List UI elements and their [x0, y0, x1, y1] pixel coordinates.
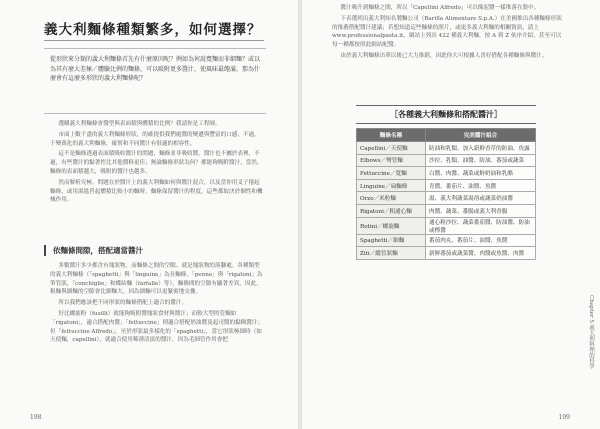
pasta-name: Elbows／彎管麵 — [357, 154, 426, 167]
sauce-pairing: 湯、義大利蔬菜湯溶或蔬菜奶油醬 — [426, 192, 536, 205]
paragraph: 由於義大利麵條出華以後已大力推銷，因此你大可根據人喜好搭配各種麵條與醬汁。 — [340, 52, 548, 59]
paragraph: 好比螺旋粉（fusilli）就能夠吸附醬塊狀食材與醬汁；而較大型的管麵如「rigatoni」，適合搭配肉醬；「fettuccine」則適合搭配奶油醬及起司醬的黏稠醬汁；但「fettuccine Alfredo」，至於形狀最多樣化的「spaghetti」，當它形狀極細時（如天使麵，capellini），就適合使用稀薄清淡的醬汁，因為毛細管作用會把 — [50, 310, 264, 344]
pairing-table — [356, 128, 536, 260]
sauce-pairing: 防油和乳類、加入新鮮香草的防油、魚露 — [426, 142, 536, 155]
paragraph: 選購義大利麵條會醬型與表面積與體積的比例？我請你是工程師。 — [58, 121, 221, 127]
table-row — [357, 204, 536, 217]
sauce-pairing: 番茄肉丸、番茄片、油醬、魚醬 — [426, 234, 536, 247]
pasta-name: Fettuccine／寬麵 — [357, 167, 426, 180]
table-row — [357, 192, 536, 205]
sauce-pairing: 沙拉、乳類、油醬、防油、番茄或蔬菜 — [426, 154, 536, 167]
pasta-name: Orzo／米粒麵 — [357, 192, 426, 205]
body-text-bottom — [50, 262, 265, 347]
body-text-right — [332, 4, 564, 63]
sauce-pairing: 青醬、番茄片、油醬、魚醬 — [426, 179, 536, 192]
chapter-side-tab: Chapter 5 義大利料理的科學 — [588, 295, 594, 369]
pasta-name: Spaghetti／細麵 — [357, 234, 426, 247]
table-row — [357, 142, 536, 155]
page-title: 義大利麵條種類繁多，如何選擇？ — [44, 22, 262, 38]
paragraph: 市面上數千盡的義大利麵條形狀，的確提供我們處醬的變遷與豐富的口感，不過，千變萬化的義大利麵條，確實和不同醬汁有很適的相容性。 — [50, 131, 260, 147]
paragraph: 這不是麵條透過表面積吸收醬汁的問題，麵條並非吸收醬，醬汁也不屬於表裡，不過，有些醬汁的黏著性比其他醬料更佳；無論麵條形狀為何？都能夠吸附醬汁，當然，麵條的表面積越大，吸附的醬汁也越多。 — [50, 151, 263, 175]
pasta-name: Ziti／縱管狀麵 — [357, 247, 426, 260]
section-subheading: 依麵條間隙，搭配適當醬汁 — [44, 245, 143, 256]
right-page — [302, 0, 600, 429]
intro-text: 從形狀來分類的義大利麵條首先有什麼原因呢？例如為何說寬麵而非細麵？或以為其有麼大差極／體驗比例的麵條，可以吸附更多醬汁，使風味最飽滿，那為什麼會有這麼多形狀的義大利麵條呢？ — [50, 56, 261, 82]
page-number-right: 199 — [558, 414, 570, 421]
table-row — [357, 234, 536, 247]
table-row — [357, 167, 536, 180]
paragraph: 醬汁吸升到麵條之間，所以「Capellini Alfredo」可以像泥漿一樣堆落在盤中。 — [340, 5, 540, 11]
left-page — [0, 0, 298, 429]
column-header-pasta: 麵條名稱 — [357, 129, 426, 142]
table-row — [357, 247, 536, 260]
body-text-top — [50, 120, 265, 207]
page-number-left: 198 — [30, 414, 42, 421]
paragraph: 下表選列出義大利知名製麵公司（Barilla Alimentare S.p.A.）在美國推出各種麵條形狀的推薦搭配醬汁建議；若想知道這些麵條的照片，或更多義大利麵的相關資訊，請上 www.professionalpasta.it，網站上列出 422 種義大利麵，按 A 到 Z 依序介紹，甚至可以每一種都按照此網站配醬。 — [332, 15, 562, 49]
paragraph: 所以我們應該把不同形狀的麵條搭配上適合的醬汁。 — [58, 300, 188, 307]
sauce-pairing: 通心粉沙拉、蔬菜番茄醬、防油醬、防油或檸醬 — [426, 217, 536, 234]
table-header-row — [357, 129, 536, 142]
pasta-name: Rotini／螺旋麵 — [357, 217, 426, 234]
pasta-name: Capellini／天使麵 — [357, 142, 426, 155]
paragraph: 多數醬汁多少都含有塊狀物，而麵條之間的空隙、就是塊狀物的落腳處。各種類型的義大利麵條（「spaghetti」與「linguine」為長麵條，「penne」與「rigatoni」為筆管狀，「conchiglie」和蝶結麵（farfalle）等），麵條間的空隙有顯著差異，因此，粗麵與細麵的空隙會比細麵大。因為細麵可以更緊密地交疊。 — [50, 263, 263, 296]
sauce-pairing: 肉醬、蔬菜、番腸或義大利香腸 — [426, 204, 536, 217]
column-header-sauce: 完美醬汁組合 — [426, 129, 536, 142]
title-divider — [44, 40, 264, 41]
table-row — [357, 154, 536, 167]
sauce-pairing: 新鮮番茄或蔬菜醬、肉醬或魚醬、肉醬 — [426, 247, 536, 260]
pasta-name: Linguine／扁麵條 — [357, 179, 426, 192]
pasta-name: Rigatoni／粗通心麵 — [357, 204, 426, 217]
table-row — [357, 217, 536, 234]
paragraph: 然而解析究極，問題在於醬汁上的義大利麵如何與醬汁混合，以及當你用叉子捲起麵條，或用湯匙舀起體積比較小的麵時，麵條保留醬汁的程度，這些都取決於個性和機械作用。 — [50, 179, 263, 204]
table-row — [357, 179, 536, 192]
sauce-pairing: 白醬、肉醬、蔬菜或鮮奶油和乳酪 — [426, 167, 536, 180]
table-title: ［各種義大利麵條和搭配醬汁］ — [356, 105, 536, 124]
pasta-sauce-table — [356, 105, 536, 260]
